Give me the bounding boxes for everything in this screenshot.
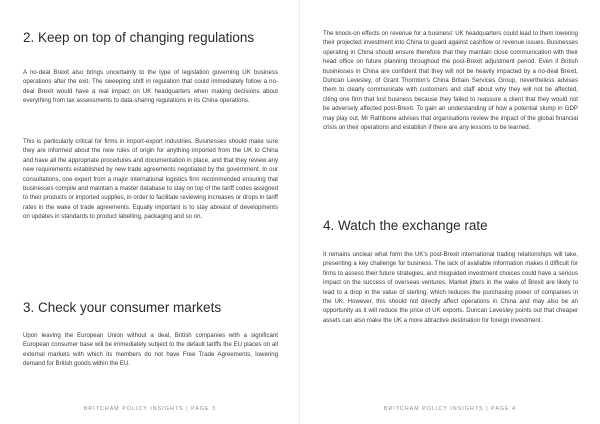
page-3-footer: BRITCHAM POLICY INSIGHTS | PAGE 3	[83, 406, 217, 412]
section-2-heading: 2. Keep on top of changing regulations	[23, 30, 255, 45]
section-3-heading: 3. Check your consumer markets	[23, 300, 222, 315]
section-2-paragraph-1: A no-deal Brexit also brings uncertainty to the type of legislation governing UK business operations after the exit. The sweeping shift in regulation that could immediately follow a no-deal Brexit would have a real impact on UK headquarters when making decisions about everything from tax assessments to data-sharing regulations in its China operations.	[23, 69, 278, 105]
section-4-paragraph-1: It remains unclear what form the UK's post-Brexit international trading relationships will take, presenting a key challenge for business. The lack of available information makes it difficult for firms to assess their future strategies, and misguided investment choices could have a serious impact on the success of overseas ventures. Market jitters in the wake of Brexit are likely to lead to a drop in the value of sterling, which reduces the purchasing power of companies in the UK. However, this should not directly affect operations in China and may also be an opportunity as it will reduce the price of UK exports. Duncan Levesley points out that cheaper assets can also make the UK a more attractive destination for foreign investment.	[323, 251, 578, 324]
page-4-footer: BRITCHAM POLICY INSIGHTS | PAGE 4	[383, 406, 517, 412]
section-3-paragraph-1: Upon leaving the European Union without a deal, British companies with a significant European consumer base will be immediately subject to the default tariffs the EU places on all external markets with which its members do not have Free Trade Agreements, lowering demand for British goods within the EU.	[23, 332, 278, 368]
continued-paragraph: The knock-on effects on revenue for a business' UK headquarters could lead to them lowering their projected investment into China to guard against cashflow or revenue issues. Businesses operating in China should ensure therefore that they maintain close communication with their head office on future planning throughout the post-Brexit adjustment period. Even if British businesses in China are confident that they will not be heavily impacted by a no-deal Brexit, Duncan Levesley, of Grant Thornton's China Britain Services Group, nevertheless advises them to clearly communicate with customers and staff about why they will not be affected, citing one firm that lost business because they failed to reassure a client that they would not be adversely affected post-Brexit. To gain an understanding of how a potential slump in GDP may play out, Mr Rathbone advises that organisations review the impact of the global financial crisis on their operations and establish if there are any lessons to be learned.	[323, 30, 578, 132]
section-4-heading: 4. Watch the exchange rate	[323, 218, 488, 233]
section-2-paragraph-2: This is particularly critical for firms in import-export industries. Businesses should make sure they are informed about the new rules of origin for anything imported from the UK to China and have all the appropriate procedures and documentation in place, and that they review any new requirements established by new trade agreements negotiated by the government. In our consultations, one expert from a major international logistics firm recommended ensuring that businesses compile and maintain a master database to stay on top of the tariff codes assigned to their products or imported supplies, in order to facilitate reviewing increases or drops in tariff rates in the wake of trade agreements. Equally important is to stay abreast of developments on updates in standards to product labelling, packaging and so on.	[23, 138, 278, 221]
page-4	[300, 0, 600, 424]
